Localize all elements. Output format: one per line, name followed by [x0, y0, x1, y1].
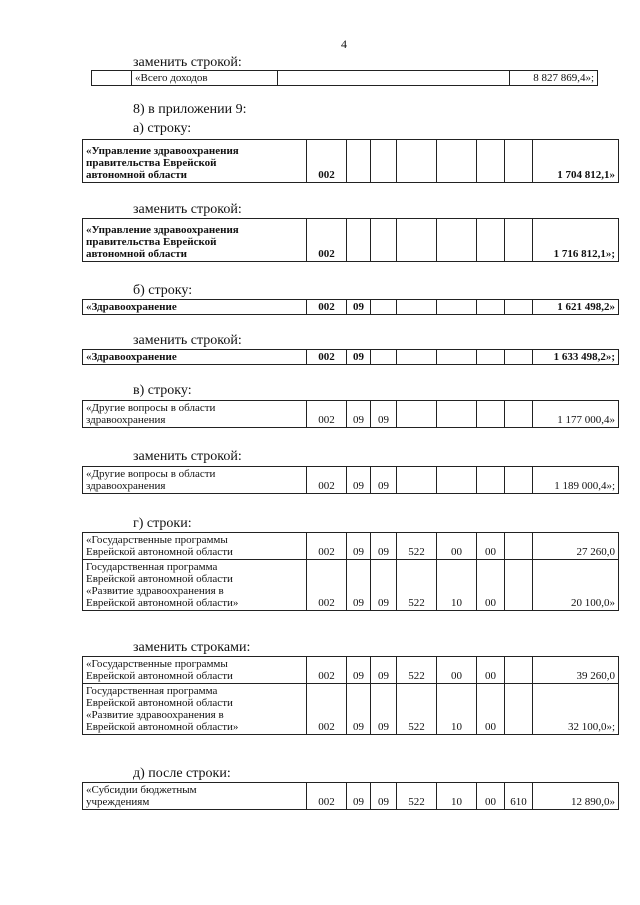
row-sum: 1 633 498,2»; [533, 350, 619, 365]
section-heading: в) строку: [133, 383, 192, 398]
table-cell: 00 [477, 560, 505, 611]
table-cell: 09 [347, 350, 371, 365]
table-cell: 09 [347, 467, 371, 494]
table-cell: 002 [307, 560, 347, 611]
table-cell: 09 [347, 560, 371, 611]
table-row [83, 140, 619, 183]
row-name: Государственная программа Еврейской автономной области «Развитие здравоохранения в Еврейской автономной области» [86, 685, 239, 733]
table-cell [477, 300, 505, 315]
section-heading: заменить строкой: [133, 449, 242, 464]
table-cell: 09 [371, 783, 397, 810]
row-name: «Управление здравоохранения правительства Еврейской автономной области [86, 224, 239, 260]
table-row [83, 300, 619, 315]
row-name: «Здравоохранение [86, 351, 177, 363]
row-name: «Другие вопросы в области здравоохранения [86, 402, 216, 426]
row-name: «Здравоохранение [86, 301, 177, 313]
table-cell: 00 [477, 657, 505, 684]
row-name: «Управление здравоохранения правительства Еврейской автономной области [86, 145, 239, 181]
table-row [83, 533, 619, 560]
section-heading: б) строку: [133, 283, 193, 298]
table-cell: 09 [371, 533, 397, 560]
row-name: «Другие вопросы в области здравоохранения [86, 468, 216, 492]
row-sum: 1 189 000,4»; [533, 467, 619, 494]
row-name: «Всего доходов [132, 71, 278, 86]
table-cell [477, 401, 505, 428]
table-cell: 09 [371, 560, 397, 611]
table-row [83, 467, 619, 494]
table-cell [371, 300, 397, 315]
table-cell: 09 [371, 684, 397, 735]
table-cell [477, 219, 505, 262]
table-cell: 09 [347, 684, 371, 735]
row-sum: 8 827 869,4»; [510, 71, 598, 86]
table-cell [278, 71, 510, 86]
table-cell: 522 [397, 783, 437, 810]
table-cell [477, 467, 505, 494]
budget-table [82, 139, 619, 183]
table-cell [437, 350, 477, 365]
section-heading: г) строки: [133, 516, 192, 531]
table-cell [505, 560, 533, 611]
table-cell: 002 [307, 684, 347, 735]
table-cell: 002 [307, 140, 347, 183]
table-cell [371, 350, 397, 365]
table-cell [437, 401, 477, 428]
section-heading: заменить строками: [133, 640, 251, 655]
table-cell: 09 [347, 300, 371, 315]
row-sum: 12 890,0» [533, 783, 619, 810]
budget-table [82, 400, 619, 428]
table-cell: 00 [477, 684, 505, 735]
table-cell: 610 [505, 783, 533, 810]
table-cell [397, 300, 437, 315]
table-row [83, 684, 619, 735]
table-cell: 522 [397, 560, 437, 611]
row-name: «Субсидии бюджетным учреждениям [86, 784, 197, 808]
table-cell: 10 [437, 560, 477, 611]
table-cell: 002 [307, 533, 347, 560]
table-cell: 002 [307, 401, 347, 428]
table-cell: 002 [307, 657, 347, 684]
budget-table [91, 70, 598, 86]
row-sum: 20 100,0» [533, 560, 619, 611]
table-cell: 002 [307, 467, 347, 494]
table-row [83, 401, 619, 428]
row-name: «Государственные программы Еврейской автономной области [86, 534, 233, 558]
table-cell [437, 467, 477, 494]
table-cell [437, 300, 477, 315]
table-cell: 00 [477, 533, 505, 560]
table-cell [397, 140, 437, 183]
table-cell: 09 [371, 657, 397, 684]
table-cell [371, 219, 397, 262]
table-row [83, 783, 619, 810]
page-number: 4 [341, 37, 347, 51]
table-row [83, 560, 619, 611]
table-cell: 09 [371, 467, 397, 494]
row-sum: 27 260,0 [533, 533, 619, 560]
section-heading: 8) в приложении 9: [133, 102, 247, 117]
table-cell [505, 350, 533, 365]
table-cell [505, 300, 533, 315]
table-cell: 002 [307, 219, 347, 262]
section-heading: д) после строки: [133, 766, 231, 781]
row-sum: 1 716 812,1»; [533, 219, 619, 262]
table-cell: 00 [477, 783, 505, 810]
table-row [83, 657, 619, 684]
table-row [92, 71, 598, 86]
table-cell [397, 350, 437, 365]
table-cell: 522 [397, 657, 437, 684]
table-cell: 00 [437, 657, 477, 684]
table-cell [437, 140, 477, 183]
table-cell: 09 [347, 533, 371, 560]
budget-table [82, 299, 619, 315]
table-cell [505, 140, 533, 183]
table-cell [477, 140, 505, 183]
table-cell [397, 401, 437, 428]
table-cell [505, 467, 533, 494]
table-cell: 002 [307, 783, 347, 810]
table-cell: 002 [307, 350, 347, 365]
section-heading: заменить строкой: [133, 55, 242, 70]
table-cell [505, 533, 533, 560]
budget-table [82, 218, 619, 262]
budget-table [82, 532, 619, 611]
table-cell: 09 [371, 401, 397, 428]
table-cell [505, 684, 533, 735]
row-sum: 1 704 812,1» [533, 140, 619, 183]
table-cell [505, 219, 533, 262]
table-cell [92, 71, 132, 86]
row-sum: 1 177 000,4» [533, 401, 619, 428]
row-sum: 32 100,0»; [533, 684, 619, 735]
table-cell: 522 [397, 533, 437, 560]
row-sum: 39 260,0 [533, 657, 619, 684]
table-cell [477, 350, 505, 365]
table-cell: 00 [437, 533, 477, 560]
table-cell: 09 [347, 783, 371, 810]
table-row [83, 219, 619, 262]
table-cell [397, 467, 437, 494]
row-name: «Государственные программы Еврейской автономной области [86, 658, 233, 682]
budget-table [82, 349, 619, 365]
table-cell: 10 [437, 684, 477, 735]
table-cell [505, 401, 533, 428]
table-cell: 09 [347, 657, 371, 684]
table-row [83, 350, 619, 365]
row-sum: 1 621 498,2» [533, 300, 619, 315]
table-cell: 522 [397, 684, 437, 735]
table-cell [347, 140, 371, 183]
row-name: Государственная программа Еврейской автономной области «Развитие здравоохранения в Еврейской автономной области» [86, 561, 239, 609]
table-cell: 10 [437, 783, 477, 810]
table-cell [505, 657, 533, 684]
table-cell [347, 219, 371, 262]
table-cell: 002 [307, 300, 347, 315]
table-cell [397, 219, 437, 262]
table-cell: 09 [347, 401, 371, 428]
budget-table [82, 656, 619, 735]
section-heading: заменить строкой: [133, 202, 242, 217]
section-heading: заменить строкой: [133, 333, 242, 348]
budget-table [82, 782, 619, 810]
budget-table [82, 466, 619, 494]
section-subheading: а) строку: [133, 121, 192, 136]
table-cell [371, 140, 397, 183]
table-cell [437, 219, 477, 262]
